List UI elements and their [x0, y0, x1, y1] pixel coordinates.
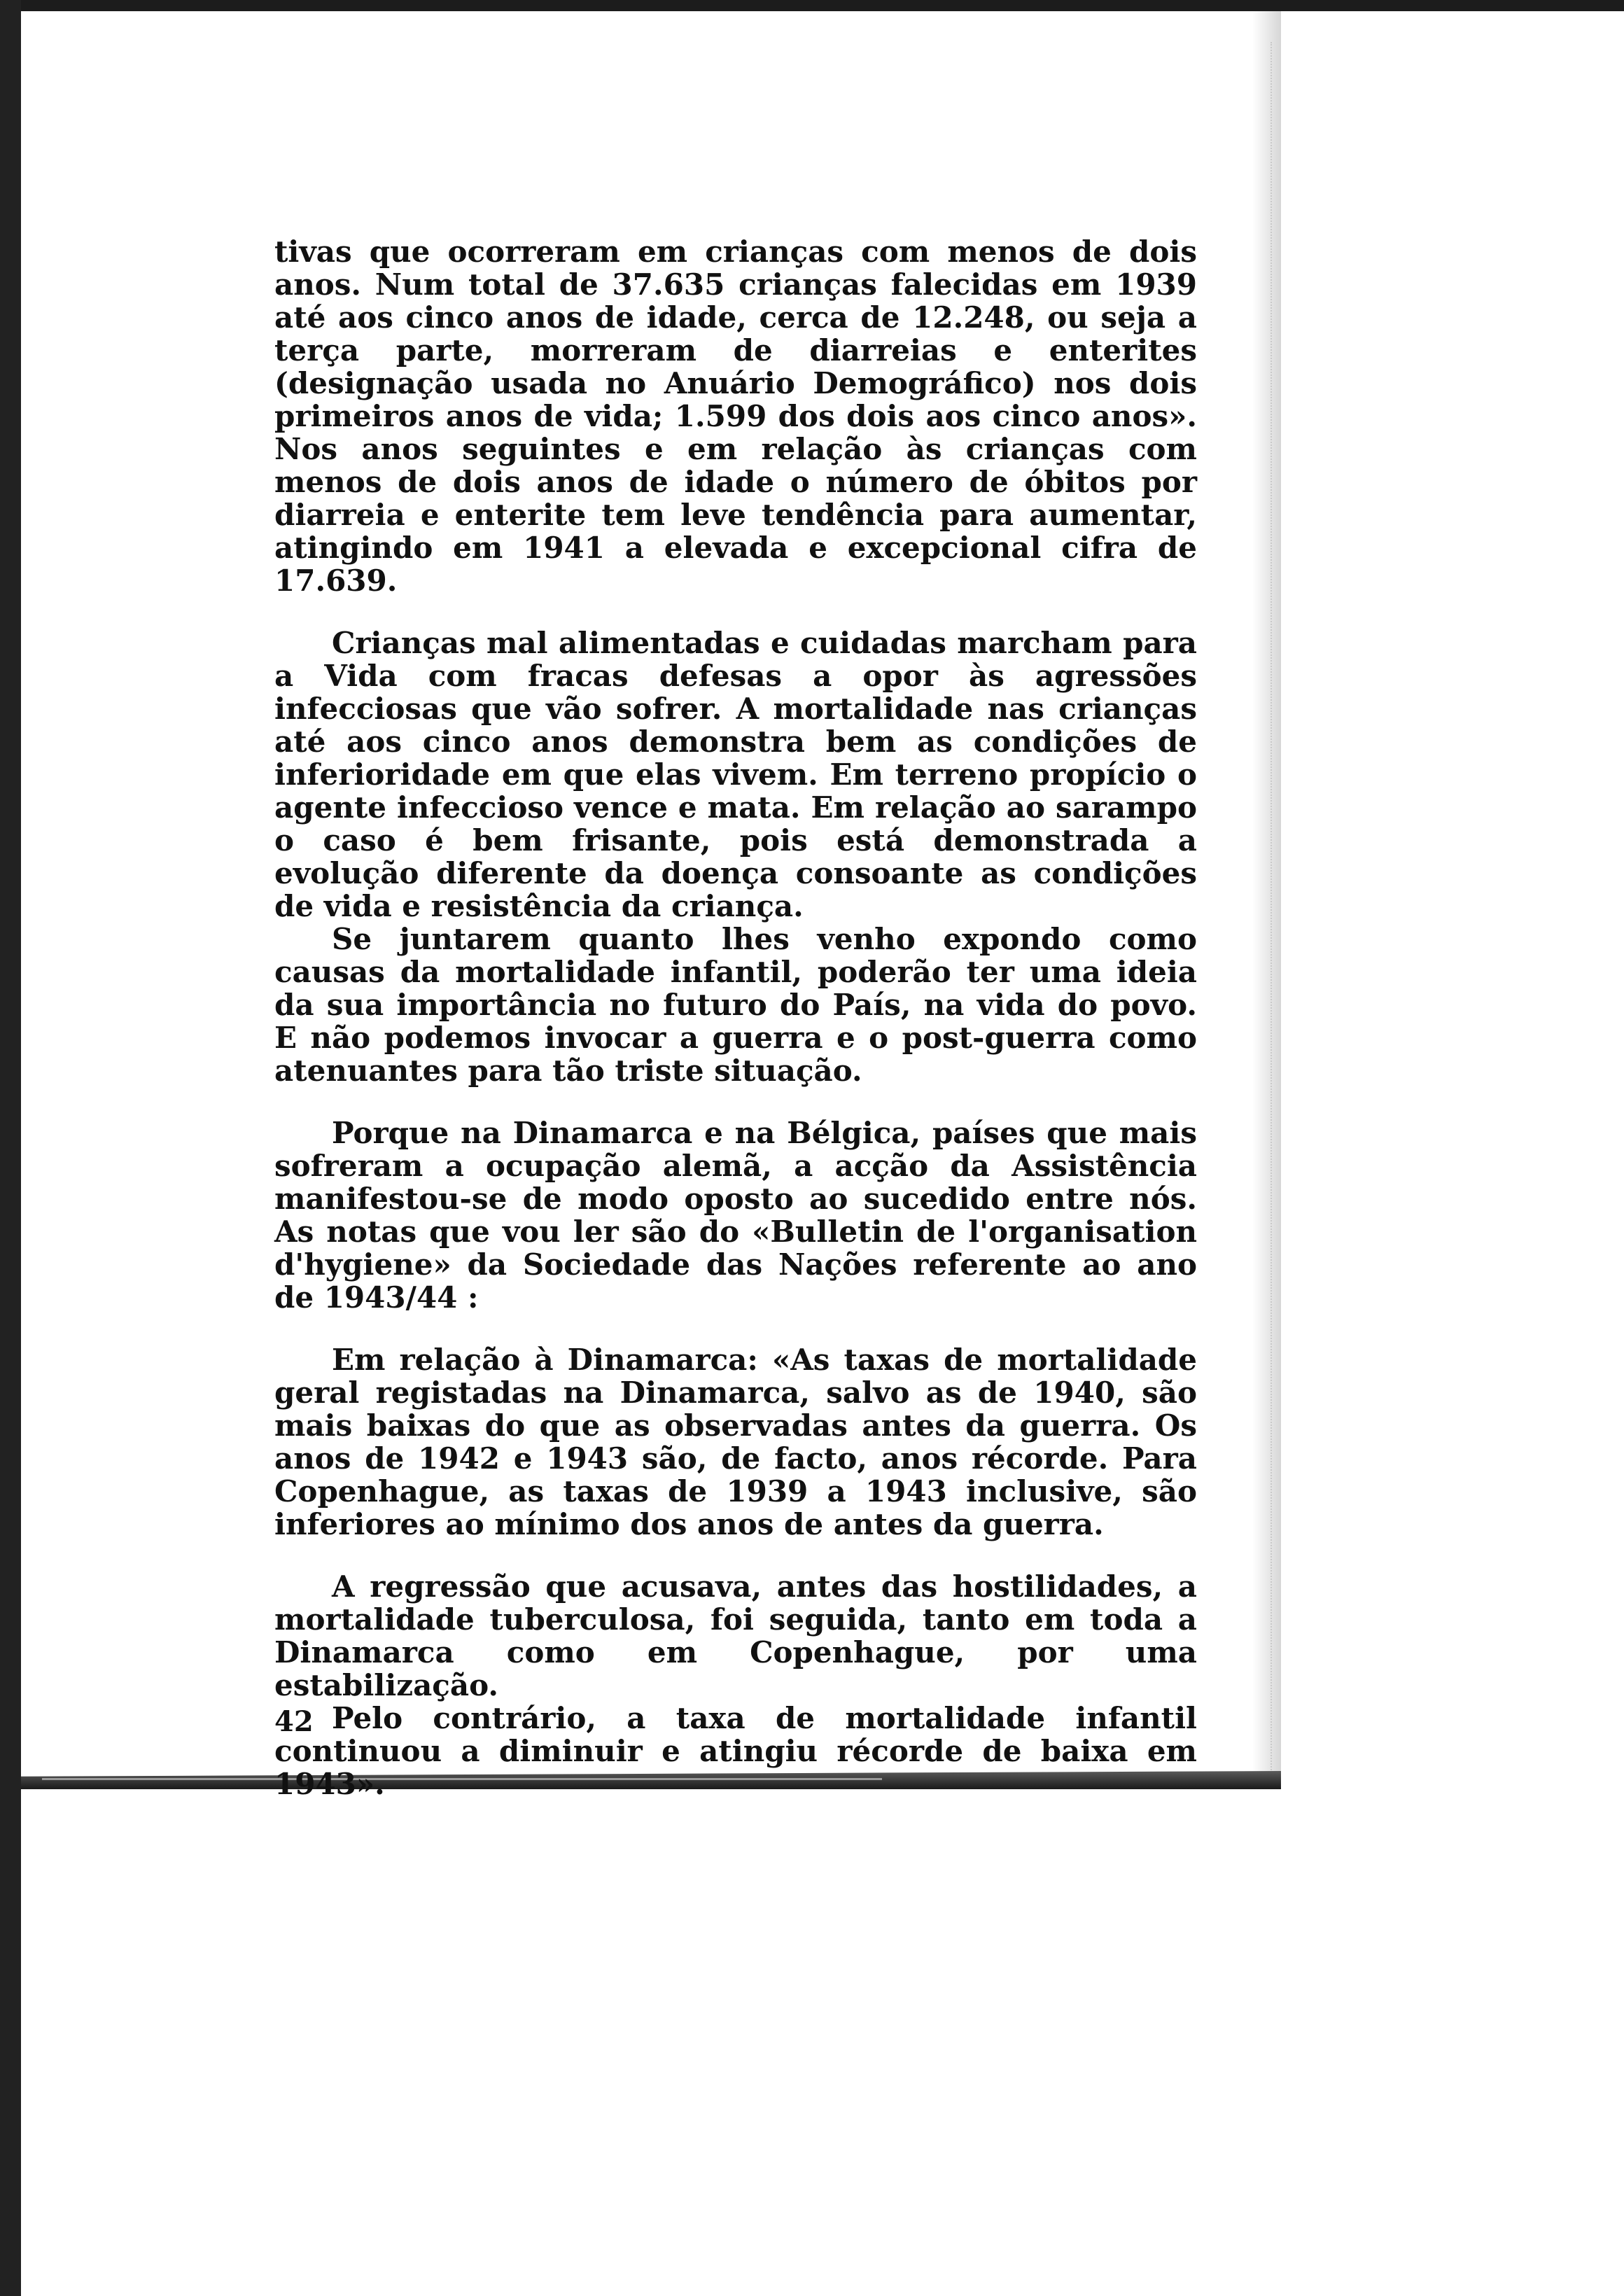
paragraph-4: Porque na Dinamarca e na Bélgica, países que mais sofreram a ocupação alemã, a acção da Assistência manifestou-se de modo oposto ao sucedido entre nós. As notas que vou ler são do «Bulletin de l'organisation d'hygiene» da Sociedade das Nações referente ao ano de 1943/44 : [274, 1116, 1197, 1315]
page-number: 42 [274, 1705, 314, 1738]
body-text [274, 235, 1197, 1800]
scan-left-edge [0, 0, 21, 2296]
paragraph-7: Pelo contrário, a taxa de mortalidade infantil continuou a diminuir e atingiu récorde de baixa em 1943». [274, 1701, 1197, 1801]
paragraph-2: Crianças mal alimentadas e cuidadas marcham para a Vida com fracas defesas a opor às agressões infecciosas que vão sofrer. A mortalidade nas crianças até aos cinco anos demonstra bem as condições de inferioridade em que elas vivem. Em terreno propício o agente infeccioso vence e mata. Em relação ao sarampo o caso é bem frisante, pois está demonstrada a evolução diferente da doença consoante as condições de vida e resistência da criança. [274, 626, 1197, 923]
paragraph-1: tivas que ocorreram em crianças com menos de dois anos. Num total de 37.635 crianças falecidas em 1939 até aos cinco anos de idade, cerca de 12.248, ou seja a terça parte, morreram de diarreias e enterites (designação usada no Anuário Demográfico) nos dois primeiros anos de vida; 1.599 dos dois aos cinco anos». Nos anos seguintes e em relação às crianças com menos de dois anos de idade o número de óbitos por diarreia e enterite tem leve tendência para aumentar, atingindo em 1941 a elevada e excepcional cifra de 17.639. [274, 234, 1197, 598]
paragraph-3: Se juntarem quanto lhes venho expondo como causas da mortalidade infantil, poderão ter uma ideia da sua importância no futuro do País, na vida do povo. E não podemos invocar a guerra e o post-guerra como atenuantes para tão triste situação. [274, 922, 1197, 1088]
page-right-speckle [1270, 42, 1284, 1778]
paragraph-5: Em relação à Dinamarca: «As taxas de mortalidade geral registadas na Dinamarca, salvo as de 1940, são mais baixas do que as observadas antes da guerra. Os anos de 1942 e 1943 são, de facto, anos récorde. Para Copenhague, as taxas de 1939 a 1943 inclusive, são inferiores ao mínimo dos anos de antes da guerra. [274, 1343, 1197, 1541]
paragraph-6: A regressão que acusava, antes das hostilidades, a mortalidade tuberculosa, foi seguida, tanto em toda a Dinamarca como em Copenhague, por uma estabilização. [274, 1569, 1197, 1702]
scan-top-edge [0, 0, 1624, 11]
